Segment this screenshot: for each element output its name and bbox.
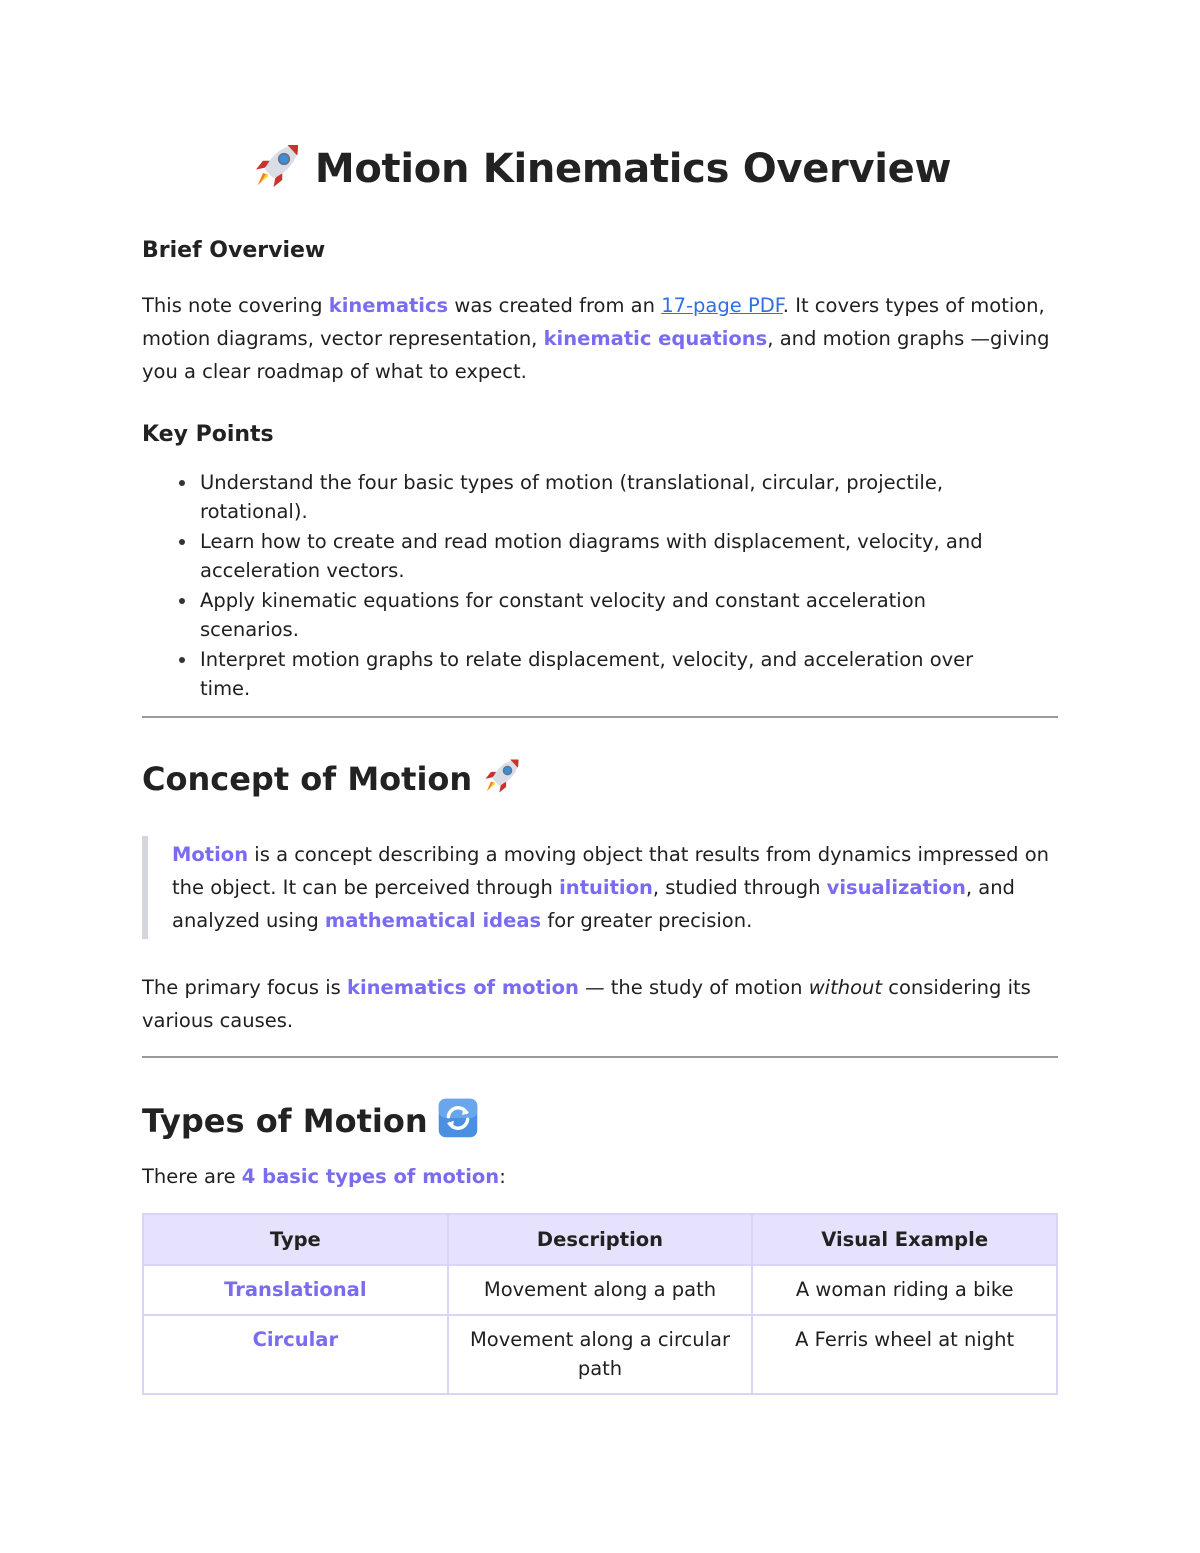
rocket-icon	[249, 138, 305, 194]
emphasis-without: without	[808, 976, 883, 999]
table-row	[143, 1265, 1057, 1315]
concept-blockquote	[142, 836, 1058, 939]
text-run: for greater precision.	[541, 909, 753, 932]
text-run: considering its various causes.	[142, 976, 1031, 1032]
types-heading-text: Types of Motion	[142, 1102, 428, 1140]
concept-heading-text: Concept of Motion	[142, 760, 473, 798]
highlight-mathematical-ideas: mathematical ideas	[324, 909, 542, 932]
types-heading	[142, 1096, 480, 1140]
divider	[142, 716, 1058, 718]
list-item: Understand the four basic types of motion (translational, circular, projectile, rotational).	[142, 468, 1022, 526]
title-text: Motion Kinematics Overview	[314, 146, 952, 192]
highlight-visualization: visualization	[826, 876, 966, 899]
concept-heading	[142, 754, 524, 798]
highlight-kinematics-of-motion: kinematics of motion	[347, 976, 579, 999]
highlight-motion: Motion	[172, 843, 249, 866]
page-title	[142, 138, 1058, 194]
types-intro	[142, 1160, 1058, 1193]
pdf-link[interactable]: 17-page PDF	[661, 294, 783, 317]
list-item: Apply kinematic equations for constant velocity and constant acceleration scenarios.	[142, 586, 1022, 644]
divider	[142, 1056, 1058, 1058]
table-cell: Movement along a path	[448, 1265, 753, 1315]
list-item: Learn how to create and read motion diagrams with displacement, velocity, and acceleration vectors.	[142, 527, 1022, 585]
key-points-heading: Key Points	[142, 422, 274, 447]
highlight-4-basic-types: 4 basic types of motion	[241, 1165, 500, 1188]
table-cell: Translational	[143, 1265, 448, 1315]
column-header-type: Type	[143, 1214, 448, 1265]
brief-overview-heading: Brief Overview	[142, 238, 326, 263]
column-header-visual-example: Visual Example	[752, 1214, 1057, 1265]
text-run: :	[499, 1165, 506, 1188]
table-cell: Movement along a circular path	[448, 1315, 753, 1394]
table-row	[143, 1315, 1057, 1394]
text-run: This note covering	[142, 294, 329, 317]
brief-overview-paragraph	[142, 289, 1058, 388]
text-run: , and motion graphs —giving you a clear roadmap of what to expect.	[142, 327, 1050, 383]
text-run: was created from an	[448, 294, 662, 317]
key-points-list	[142, 468, 1022, 704]
rocket-icon	[480, 754, 524, 798]
table-cell: Circular	[143, 1315, 448, 1394]
text-run: There are	[142, 1165, 242, 1188]
cycle-arrows-icon	[436, 1096, 480, 1140]
text-run: — the study of motion	[578, 976, 809, 999]
column-header-description: Description	[448, 1214, 753, 1265]
table-cell: A woman riding a bike	[752, 1265, 1057, 1315]
text-run: . It covers types of motion, motion diagrams, vector representation,	[142, 294, 1045, 350]
table-header-row	[143, 1214, 1057, 1265]
list-item: Interpret motion graphs to relate displacement, velocity, and acceleration over time.	[142, 645, 1022, 703]
highlight-intuition: intuition	[559, 876, 653, 899]
text-run: , studied through	[652, 876, 827, 899]
quote-paragraph	[148, 836, 1058, 937]
table-cell: A Ferris wheel at night	[752, 1315, 1057, 1394]
text-run: is a concept describing a moving object that results from dynamics impressed on the object. It can be perceived through	[172, 843, 1050, 899]
types-table	[142, 1213, 1058, 1395]
highlight-kinematic-equations: kinematic equations	[543, 327, 768, 350]
text-run: , and analyzed using	[172, 876, 1015, 932]
highlight-kinematics: kinematics	[328, 294, 449, 317]
focus-paragraph	[142, 971, 1058, 1037]
text-run: The primary focus is	[142, 976, 347, 999]
